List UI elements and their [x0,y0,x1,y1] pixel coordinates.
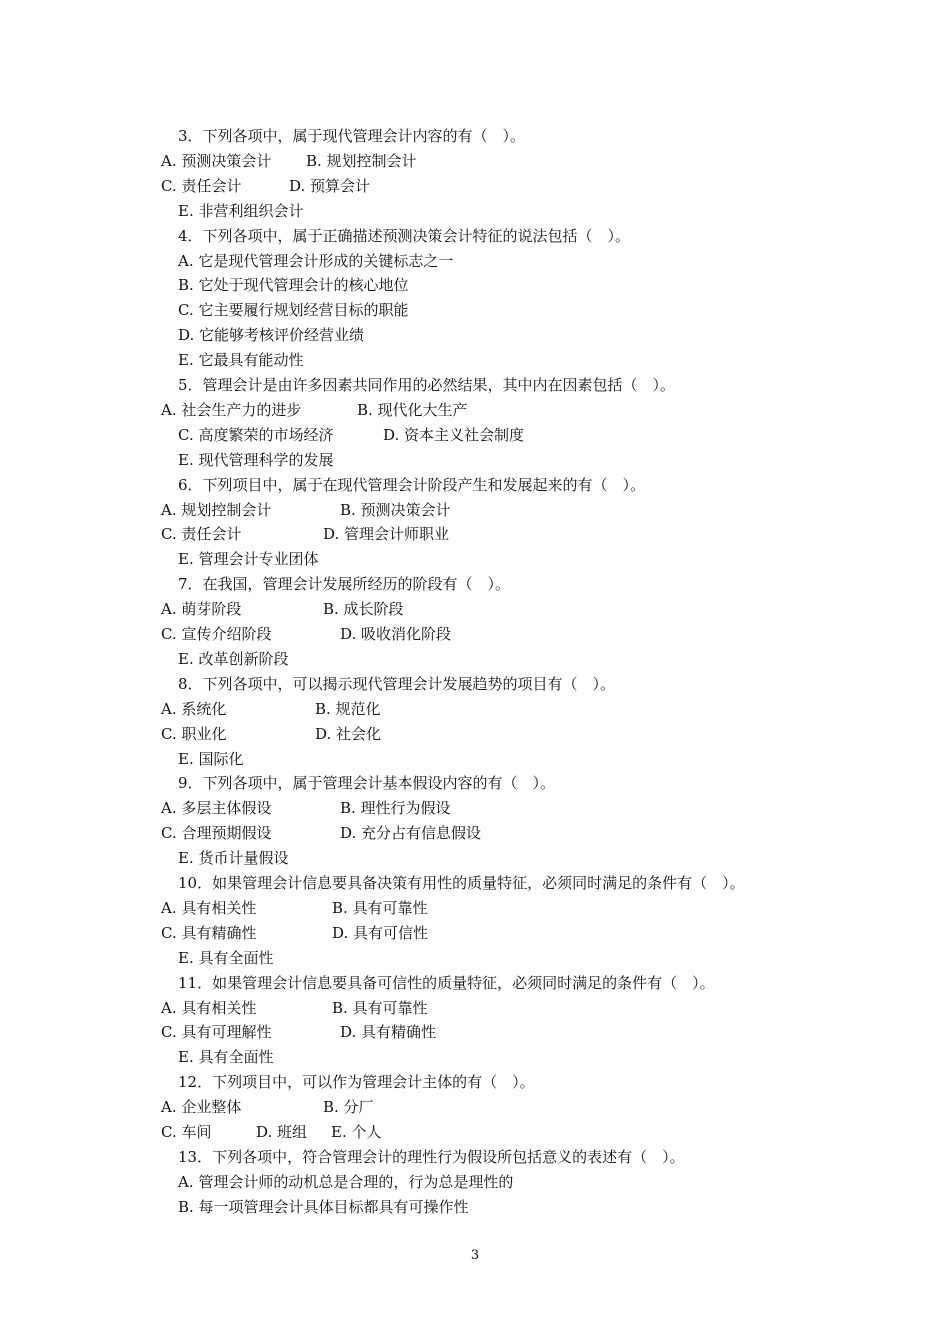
question-stem-line [0,574,950,594]
question-stem-line [0,475,950,495]
option-line [0,201,950,221]
option-line [0,1022,950,1042]
answer-option: C. 宣传介绍阶段 [161,625,272,643]
answer-option: D. 充分占有信息假设 [340,824,482,843]
question-stem: 8．下列各项中，可以揭示现代管理会计发展趋势的项目有（ ）。 [178,674,616,693]
answer-option: A. 预测决策会计 [161,151,272,170]
answer-option: A. 管理会计师的动机总是合理的，行为总是理性的 [178,1172,514,1191]
answer-option: A. 萌芽阶段 [161,600,242,619]
answer-option: A. 具有相关性 [161,998,257,1017]
answer-option: A. 它是现代管理会计形成的关键标志之一 [178,251,454,270]
option-line [0,798,950,818]
answer-option: B. 分厂 [323,1098,374,1117]
option-line [0,749,950,769]
question-stem: 12．下列项目中，可以作为管理会计主体的有（ ）。 [178,1073,535,1092]
answer-option: B. 预测决策会计 [340,500,451,519]
answer-option: D. 它能够考核评价经营业绩 [178,326,365,345]
answer-option: C. 具有精确性 [161,923,257,942]
answer-option: A. 规划控制会计 [161,500,272,519]
answer-option: B. 它处于现代管理会计的核心地位 [178,276,409,295]
answer-option: C. 合理预期假设 [161,824,272,843]
answer-option: C. 它主要履行规划经营目标的职能 [178,301,409,320]
answer-option: D. 具有精确性 [340,1023,437,1042]
option-line [0,848,950,868]
option-line [0,649,950,669]
answer-option: A. 具有相关性 [161,898,257,917]
answer-option: D. 资本主义社会制度 [383,425,525,444]
answer-option: B. 理性行为假设 [340,799,451,818]
question-stem-line [0,873,950,893]
option-line [0,699,950,719]
option-line [0,275,950,295]
answer-option: C. 高度繁荣的市场经济 [178,425,334,444]
answer-option: E. 它最具有能动性 [178,351,304,370]
answer-option: D. 吸收消化阶段 [340,625,452,643]
option-line [0,425,950,445]
answer-option: B. 规范化 [315,699,381,718]
question-stem: 7．在我国，管理会计发展所经历的阶段有（ ）。 [178,575,511,594]
answer-option: E. 改革创新阶段 [178,649,289,668]
answer-option: B. 规划控制会计 [306,151,417,170]
option-line [0,1047,950,1067]
answer-option: B. 具有可靠性 [332,998,428,1017]
question-stem-line [0,1072,950,1092]
answer-option: B. 具有可靠性 [332,898,428,917]
question-stem: 4．下列各项中，属于正确描述预测决策会计特征的说法包括（ ）。 [178,226,631,245]
question-stem-line [0,674,950,694]
option-line [0,599,950,619]
answer-option: E. 个人 [331,1123,382,1141]
answer-option: E. 具有全面性 [178,1048,274,1067]
answer-option: A. 社会生产力的进步 [161,400,302,419]
option-line [0,400,950,420]
option-line [0,1122,950,1142]
answer-option: A. 系统化 [161,699,227,718]
answer-option: B. 每一项管理会计具体目标都具有可操作性 [178,1197,469,1216]
option-line [0,176,950,196]
question-stem-line [0,773,950,793]
question-stem: 9．下列各项中，属于管理会计基本假设内容的有（ ）。 [178,774,556,793]
answer-option: C. 职业化 [161,724,227,743]
question-stem-line [0,973,950,993]
option-line [0,251,950,271]
answer-option: C. 车间 [161,1123,212,1141]
question-stem: 3．下列各项中，属于现代管理会计内容的有（ ）。 [178,127,526,145]
question-stem-line [0,226,950,246]
answer-option: A. 企业整体 [161,1098,242,1117]
question-stem-line [0,375,950,395]
option-line [0,300,950,320]
option-line [0,549,950,569]
option-line [0,350,950,370]
question-stem-line [0,1147,950,1167]
question-stem-line [0,126,950,146]
answer-option: D. 预算会计 [289,176,371,195]
answer-option: D. 社会化 [315,724,382,743]
option-line [0,524,950,544]
option-line [0,724,950,744]
question-stem: 6．下列项目中，属于在现代管理会计阶段产生和发展起来的有（ ）。 [178,475,646,494]
option-line [0,624,950,644]
option-line [0,325,950,345]
option-line [0,151,950,171]
option-line [0,1172,950,1192]
answer-option: E. 货币计量假设 [178,849,289,868]
answer-option: C. 责任会计 [161,176,242,195]
option-line [0,1197,950,1217]
option-line [0,450,950,470]
answer-option: E. 现代管理科学的发展 [178,450,334,469]
option-line [0,1097,950,1117]
answer-option: E. 具有全面性 [178,948,274,967]
option-line [0,948,950,968]
answer-option: D. 班组 [256,1123,308,1141]
option-line [0,500,950,520]
answer-option: A. 多层主体假设 [161,799,272,818]
answer-option: C. 具有可理解性 [161,1023,272,1042]
option-line [0,898,950,918]
answer-option: E. 非营利组织会计 [178,201,304,220]
question-stem: 13．下列各项中，符合管理会计的理性行为假设所包括意义的表述有（ ）。 [178,1147,685,1166]
option-line [0,923,950,943]
answer-option: C. 责任会计 [161,525,242,544]
answer-option: E. 国际化 [178,749,244,768]
answer-option: D. 具有可信性 [332,923,429,942]
answer-option: B. 现代化大生产 [357,400,468,419]
question-stem: 10．如果管理会计信息要具备决策有用性的质量特征，必须同时满足的条件有（ ）。 [178,874,745,892]
question-stem: 11．如果管理会计信息要具备可信性的质量特征，必须同时满足的条件有（ ）。 [178,973,715,992]
option-line [0,823,950,843]
answer-option: E. 管理会计专业团体 [178,550,319,569]
question-stem: 5．管理会计是由许多因素共同作用的必然结果，其中内在因素包括（ ）。 [178,376,676,394]
answer-option: B. 成长阶段 [323,600,404,619]
option-line [0,998,950,1018]
page-number: 3 [470,1248,480,1263]
answer-option: D. 管理会计师职业 [323,525,450,544]
